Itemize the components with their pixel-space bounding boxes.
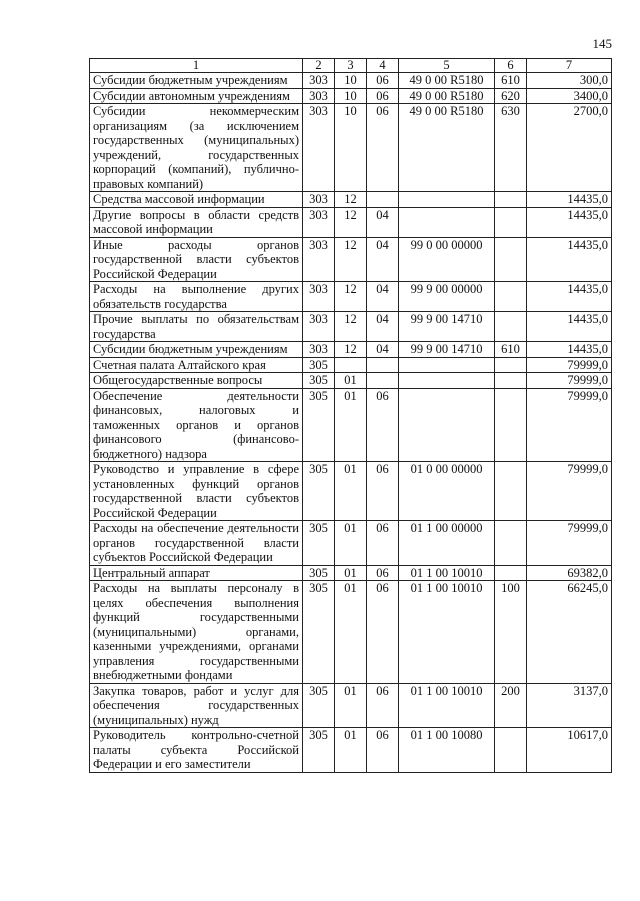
row-col-6 (495, 388, 527, 462)
row-name: Счетная палата Алтайского края (90, 357, 303, 373)
row-name: Закупка товаров, работ и услуг для обеспечения государственных (муниципальных) нужд (90, 683, 303, 728)
row-col-6: 620 (495, 88, 527, 104)
row-col-5: 01 1 00 10080 (399, 728, 495, 773)
header-row (90, 59, 612, 73)
row-col-6 (495, 357, 527, 373)
column-header: 6 (495, 59, 527, 73)
row-col-2: 303 (303, 73, 335, 89)
row-col-4 (367, 373, 399, 389)
row-col-2: 305 (303, 373, 335, 389)
row-col-6 (495, 373, 527, 389)
column-header: 3 (335, 59, 367, 73)
table-body (90, 73, 612, 773)
row-col-4: 04 (367, 312, 399, 342)
row-amount: 14435,0 (527, 237, 612, 282)
table-row (90, 342, 612, 358)
table-row (90, 192, 612, 208)
row-col-6 (495, 192, 527, 208)
row-name: Прочие выплаты по обязательствам государства (90, 312, 303, 342)
row-col-3: 10 (335, 73, 367, 89)
row-col-5: 01 1 00 10010 (399, 683, 495, 728)
row-col-5: 49 0 00 R5180 (399, 88, 495, 104)
row-col-2: 305 (303, 357, 335, 373)
row-col-3: 01 (335, 462, 367, 521)
table-row (90, 282, 612, 312)
row-col-5 (399, 373, 495, 389)
row-name: Субсидии автономным учреждениям (90, 88, 303, 104)
row-col-4: 06 (367, 462, 399, 521)
row-col-6 (495, 207, 527, 237)
row-col-5: 99 9 00 14710 (399, 312, 495, 342)
table-row (90, 312, 612, 342)
row-col-2: 303 (303, 342, 335, 358)
column-header: 7 (527, 59, 612, 73)
row-col-6: 200 (495, 683, 527, 728)
row-amount: 14435,0 (527, 312, 612, 342)
row-amount: 3400,0 (527, 88, 612, 104)
row-col-3: 12 (335, 312, 367, 342)
row-amount: 66245,0 (527, 581, 612, 684)
row-col-5: 49 0 00 R5180 (399, 104, 495, 192)
row-col-5: 01 0 00 00000 (399, 462, 495, 521)
row-amount: 79999,0 (527, 462, 612, 521)
row-col-6 (495, 282, 527, 312)
row-col-5 (399, 388, 495, 462)
row-col-5: 01 1 00 10010 (399, 581, 495, 684)
row-col-2: 305 (303, 521, 335, 566)
table-row (90, 357, 612, 373)
row-col-2: 305 (303, 388, 335, 462)
row-col-4 (367, 192, 399, 208)
table-row (90, 207, 612, 237)
row-col-3: 01 (335, 373, 367, 389)
row-col-6 (495, 462, 527, 521)
table-row (90, 521, 612, 566)
row-col-2: 305 (303, 565, 335, 581)
table-row (90, 104, 612, 192)
row-name: Иные расходы органов государственной власти субъектов Российской Федерации (90, 237, 303, 282)
row-col-6: 610 (495, 73, 527, 89)
row-col-2: 303 (303, 237, 335, 282)
row-name: Средства массовой информации (90, 192, 303, 208)
row-amount: 300,0 (527, 73, 612, 89)
row-name: Субсидии бюджетным учреждениям (90, 342, 303, 358)
row-col-6: 100 (495, 581, 527, 684)
row-col-6 (495, 237, 527, 282)
row-name: Другие вопросы в области средств массовой информации (90, 207, 303, 237)
row-col-4: 04 (367, 342, 399, 358)
row-col-5: 99 0 00 00000 (399, 237, 495, 282)
row-col-3: 01 (335, 521, 367, 566)
row-col-4: 06 (367, 581, 399, 684)
column-header: 1 (90, 59, 303, 73)
column-header: 2 (303, 59, 335, 73)
row-col-5: 01 1 00 00000 (399, 521, 495, 566)
column-header: 4 (367, 59, 399, 73)
row-col-3: 01 (335, 565, 367, 581)
row-col-3: 01 (335, 728, 367, 773)
row-col-6 (495, 565, 527, 581)
row-col-2: 303 (303, 192, 335, 208)
column-header: 5 (399, 59, 495, 73)
row-amount: 79999,0 (527, 357, 612, 373)
row-col-2: 305 (303, 683, 335, 728)
row-col-2: 303 (303, 88, 335, 104)
row-amount: 2700,0 (527, 104, 612, 192)
row-amount: 10617,0 (527, 728, 612, 773)
row-col-5: 49 0 00 R5180 (399, 73, 495, 89)
row-col-6 (495, 312, 527, 342)
row-amount: 79999,0 (527, 388, 612, 462)
row-col-5 (399, 192, 495, 208)
row-col-3: 01 (335, 581, 367, 684)
page-number: 145 (592, 36, 612, 51)
row-name: Расходы на обеспечение деятельности органов государственной власти субъектов Российской Федерации (90, 521, 303, 566)
row-col-4: 06 (367, 104, 399, 192)
table-row (90, 237, 612, 282)
table-row (90, 88, 612, 104)
row-col-3: 12 (335, 192, 367, 208)
row-name: Обеспечение деятельности финансовых, налоговых и таможенных органов и органов финансового (финансово-бюджетного) надзора (90, 388, 303, 462)
row-amount: 79999,0 (527, 521, 612, 566)
row-col-3: 10 (335, 88, 367, 104)
row-col-4: 06 (367, 683, 399, 728)
table-row (90, 373, 612, 389)
row-col-4: 06 (367, 565, 399, 581)
row-col-4: 04 (367, 237, 399, 282)
row-name: Руководство и управление в сфере установленных функций органов государственной власти субъектов Российской Федерации (90, 462, 303, 521)
row-col-4: 04 (367, 207, 399, 237)
row-col-3: 12 (335, 207, 367, 237)
row-col-5: 01 1 00 10010 (399, 565, 495, 581)
row-col-3: 12 (335, 237, 367, 282)
table-row (90, 683, 612, 728)
row-amount: 14435,0 (527, 207, 612, 237)
row-col-3: 01 (335, 683, 367, 728)
row-col-2: 305 (303, 581, 335, 684)
row-name: Расходы на выполнение других обязательств государства (90, 282, 303, 312)
table-row (90, 462, 612, 521)
row-col-6 (495, 521, 527, 566)
row-col-2: 303 (303, 282, 335, 312)
table-row (90, 581, 612, 684)
row-col-5 (399, 357, 495, 373)
row-name: Субсидии бюджетным учреждениям (90, 73, 303, 89)
row-col-4: 06 (367, 728, 399, 773)
row-col-6 (495, 728, 527, 773)
row-col-2: 303 (303, 312, 335, 342)
row-col-4: 06 (367, 73, 399, 89)
row-col-3 (335, 357, 367, 373)
row-col-5 (399, 207, 495, 237)
row-amount: 14435,0 (527, 192, 612, 208)
table-row (90, 565, 612, 581)
row-name: Расходы на выплаты персоналу в целях обеспечения выполнения функций государственными (муниципальными) органами, казенными учреждениями, органами управления государственными внебюджетными фондами (90, 581, 303, 684)
row-amount: 79999,0 (527, 373, 612, 389)
row-amount: 14435,0 (527, 342, 612, 358)
table-row (90, 728, 612, 773)
table-row (90, 388, 612, 462)
row-col-6: 610 (495, 342, 527, 358)
row-amount: 14435,0 (527, 282, 612, 312)
row-name: Субсидии некоммерческим организациям (за исключением государственных (муниципальных) учреждений, государственных корпораций (компаний), публично-правовых компаний) (90, 104, 303, 192)
row-col-3: 10 (335, 104, 367, 192)
row-col-2: 305 (303, 728, 335, 773)
row-amount: 3137,0 (527, 683, 612, 728)
row-name: Руководитель контрольно-счетной палаты субъекта Российской Федерации и его заместители (90, 728, 303, 773)
row-name: Общегосударственные вопросы (90, 373, 303, 389)
row-col-2: 303 (303, 104, 335, 192)
row-col-3: 12 (335, 282, 367, 312)
row-col-2: 305 (303, 462, 335, 521)
row-col-4: 06 (367, 88, 399, 104)
row-col-3: 12 (335, 342, 367, 358)
row-col-3: 01 (335, 388, 367, 462)
row-col-5: 99 9 00 00000 (399, 282, 495, 312)
row-col-4: 04 (367, 282, 399, 312)
table-row (90, 73, 612, 89)
row-amount: 69382,0 (527, 565, 612, 581)
budget-table (89, 58, 612, 773)
row-name: Центральный аппарат (90, 565, 303, 581)
row-col-4: 06 (367, 521, 399, 566)
row-col-2: 303 (303, 207, 335, 237)
row-col-6: 630 (495, 104, 527, 192)
row-col-4: 06 (367, 388, 399, 462)
row-col-4 (367, 357, 399, 373)
row-col-5: 99 9 00 14710 (399, 342, 495, 358)
